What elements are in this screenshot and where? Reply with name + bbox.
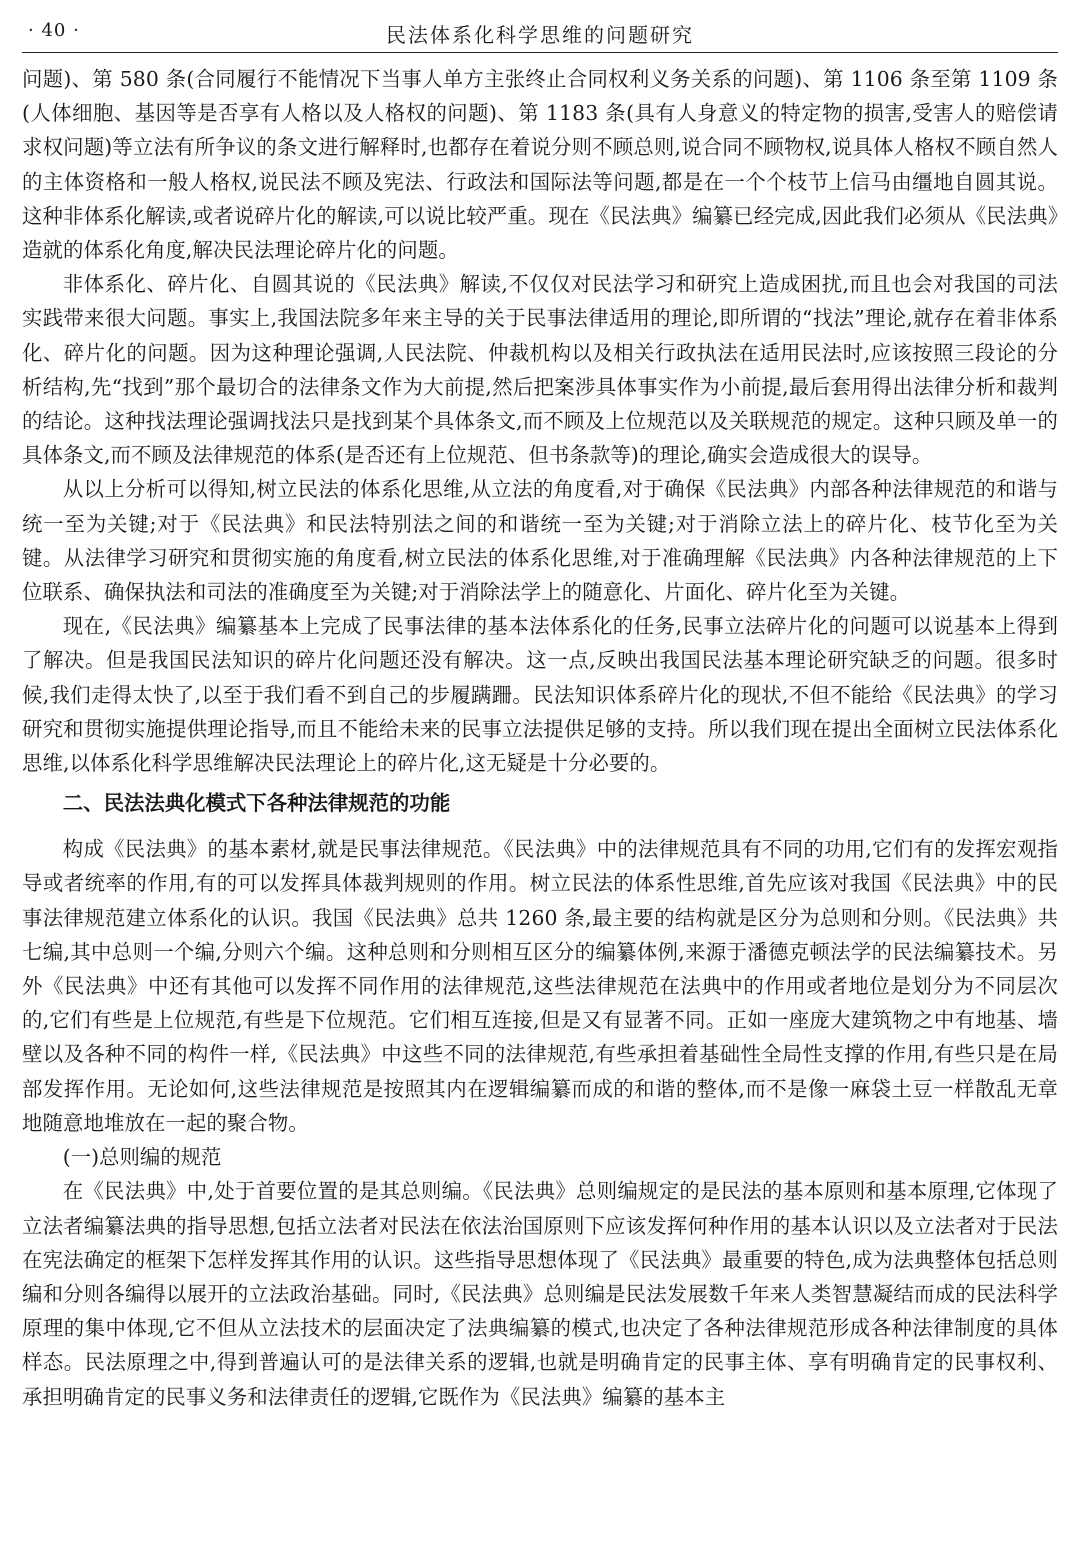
page-number: · 40 · — [28, 20, 80, 41]
subsection-heading: (一)总则编的规范 — [62, 1145, 222, 1170]
running-title: 民法体系化科学思维的问题研究 — [386, 23, 694, 47]
body-text — [22, 62, 1058, 1414]
paragraph: 构成《民法典》的基本素材,就是民事法律规范。《民法典》中的法律规范具有不同的功用,它们有的发挥宏观指导或者统率的作用,有的可以发挥具体裁判规则的作用。树立民法的体系性思维,首先应该对我国《民法典》中的民事法律规范建立体系化的认识。我国《民法典》总共 1260 条,最主要的结构就是区分为总则和分则。《民法典》共七编,其中总则一个编,分则六个编。这种总则和分则相互区分的编纂体例,来源于潘德克顿法学的民法编纂技术。另外《民法典》中还有其他可以发挥不同作用的法律规范,这些法律规范在法典中的作用或者地位是划分为不同层次的,它们有些是上位规范,有些是下位规范。它们相互连接,但是又有显著不同。正如一座庞大建筑物之中有地基、墙壁以及各种不同的构件一样,《民法典》中这些不同的法律规范,有些承担着基础性全局性支撑的作用,有些只是在局部发挥作用。无论如何,这些法律规范是按照其内在逻辑编纂而成的和谐的整体,而不是像一麻袋土豆一样散乱无章地随意地堆放在一起的聚合物。 — [22, 837, 1058, 1135]
paragraph: 在《民法典》中,处于首要位置的是其总则编。《民法典》总则编规定的是民法的基本原则和基本原理,它体现了立法者编纂法典的指导思想,包括立法者对民法在依法治国原则下应该发挥何种作用的基本认识以及立法者对于民法在宪法确定的框架下怎样发挥其作用的认识。这些指导思想体现了《民法典》最重要的特色,成为法典整体包括总则编和分则各编得以展开的立法政治基础。同时,《民法典》总则编是民法发展数千年来人类智慧凝结而成的民法科学原理的集中体现,它不但从立法技术的层面决定了法典编纂的模式,也决定了各种法律规范形成各种法律制度的具体样态。民法原理之中,得到普遍认可的是法律关系的逻辑,也就是明确肯定的民事主体、享有明确肯定的民事权利、承担明确肯定的民事义务和法律责任的逻辑,它既作为《民法典》编纂的基本主 — [22, 1179, 1058, 1409]
page-header — [22, 14, 1058, 53]
paragraph: 现在,《民法典》编纂基本上完成了民事法律的基本法体系化的任务,民事立法碎片化的问题可以说基本上得到了解决。但是我国民法知识的碎片化问题还没有解决。这一点,反映出我国民法基本理论研究缺乏的问题。很多时候,我们走得太快了,以至于我们看不到自己的步履蹒跚。民法知识体系碎片化的现状,不但不能给《民法典》的学习研究和贯彻实施提供理论指导,而且不能给未来的民事立法提供足够的支持。所以我们现在提出全面树立民法体系化思维,以体系化科学思维解决民法理论上的碎片化,这无疑是十分必要的。 — [22, 614, 1058, 776]
section-heading: 二、民法法典化模式下各种法律规范的功能 — [62, 791, 451, 816]
paragraph: 问题)、第 580 条(合同履行不能情况下当事人单方主张终止合同权利义务关系的问题)、第 1106 条至第 1109 条(人体细胞、基因等是否享有人格以及人格权的问题)、第 1183 条(具有人身意义的特定物的损害,受害人的赔偿请求权问题)等立法有所争议的条文进行解释时,也都存在着说分则不顾总则,说合同不顾物权,说具体人格权不顾自然人的主体资格和一般人格权,说民法不顾及宪法、行政法和国际法等问题,都是在一个个枝节上信马由缰地自圆其说。这种非体系化解读,或者说碎片化的解读,可以说比较严重。现在《民法典》编纂已经完成,因此我们必须从《民法典》造就的体系化角度,解决民法理论碎片化的问题。 — [22, 67, 1058, 263]
paragraph: 非体系化、碎片化、自圆其说的《民法典》解读,不仅仅对民法学习和研究上造成困扰,而且也会对我国的司法实践带来很大问题。事实上,我国法院多年来主导的关于民事法律适用的理论,即所谓的“找法”理论,就存在着非体系化、碎片化的问题。因为这种理论强调,人民法院、仲裁机构以及相关行政执法在适用民法时,应该按照三段论的分析结构,先“找到”那个最切合的法律条文作为大前提,然后把案涉具体事实作为小前提,最后套用得出法律分析和裁判的结论。这种找法理论强调找法只是找到某个具体条文,而不顾及上位规范以及关联规范的规定。这种只顾及单一的具体条文,而不顾及法律规范的体系(是否还有上位规范、但书条款等)的理论,确实会造成很大的误导。 — [22, 272, 1058, 468]
paragraph: 从以上分析可以得知,树立民法的体系化思维,从立法的角度看,对于确保《民法典》内部各种法律规范的和谐与统一至为关键;对于《民法典》和民法特别法之间的和谐统一至为关键;对于消除立法上的碎片化、枝节化至为关键。从法律学习研究和贯彻实施的角度看,树立民法的体系化思维,对于准确理解《民法典》内各种法律规范的上下位联系、确保执法和司法的准确度至为关键;对于消除法学上的随意化、片面化、碎片化至为关键。 — [22, 477, 1058, 605]
